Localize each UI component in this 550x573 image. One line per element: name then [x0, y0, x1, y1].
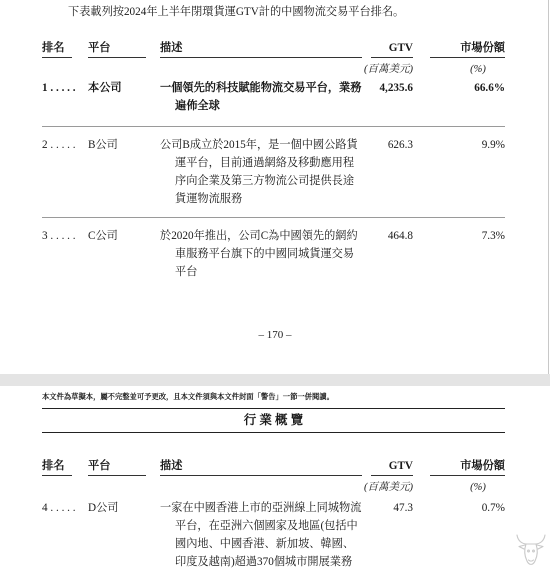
description-line: 印度及越南)超過370個城市開展業務 [175, 556, 353, 568]
row-rank: 1 . . . . . [42, 82, 76, 94]
row-description [160, 227, 358, 281]
section-title-box [42, 408, 505, 433]
row-gtv: 626.3 [387, 139, 413, 151]
header-platform: 平台 [88, 460, 111, 472]
description-line: 一家在中國香港上市的亞洲線上同城物流 [160, 502, 362, 514]
header-gtv: GTV [388, 42, 413, 54]
header-market-share: 市場份額 [460, 42, 505, 54]
row-description [160, 79, 361, 115]
row-rank: 2 . . . . . [42, 139, 76, 151]
header-rank: 排名 [42, 42, 65, 54]
unit-gtv: (百萬美元) [364, 482, 413, 493]
description-line: 序向企業及第三方物流公司提供長途 [175, 175, 355, 187]
table-row [0, 136, 550, 205]
row-description [160, 136, 358, 208]
description-line: 車服務平台旗下的中國同城貨運交易 [175, 248, 355, 260]
description-line: 貨運物流服務 [175, 193, 243, 205]
header-rule-market-share [430, 57, 505, 58]
row-market-share: 66.6% [474, 82, 505, 94]
row-gtv: 464.8 [387, 230, 413, 242]
description-line: 國內地、中國香港、新加坡、韓國、 [175, 538, 355, 550]
description-line: 遍佈全球 [175, 100, 220, 112]
row-market-share: 9.9% [481, 139, 505, 151]
description-line: 運平台，目前通過網絡及移動應用程 [175, 157, 355, 169]
row-description [160, 499, 361, 571]
row-separator [42, 126, 505, 127]
description-line: 於2020年推出，公司C為中國領先的網約 [160, 230, 358, 242]
header-rank: 排名 [42, 460, 65, 472]
table-row [0, 79, 550, 112]
description-line: 一個領先的科技賦能物流交易平台，業務 [160, 82, 362, 94]
row-gtv: 4,235.6 [379, 82, 413, 94]
header-market-share: 市場份額 [460, 460, 505, 472]
description-line: 平台 [175, 266, 198, 278]
header-rule-description [160, 57, 362, 58]
description-line: 公司B成立於2015年，是一個中國公路貨 [160, 139, 358, 151]
section-title: 行 業 概 覽 [243, 413, 304, 427]
header-rule-market-share [430, 475, 505, 476]
draft-notice: 本文件為草擬本，屬不完整並可予更改，且本文件須與本文件封面「警告」一節一併閱讀。 [42, 392, 334, 401]
unit-market-share: (%) [470, 482, 486, 493]
table-row [0, 227, 550, 278]
bull-head-icon [514, 532, 548, 568]
intro-sentence: 下表載列按2024年上半年閉環貨運GTV計的中國物流交易平台排名。 [68, 6, 405, 18]
header-rule-platform [88, 475, 146, 476]
header-rule-rank [42, 57, 72, 58]
page-break-band [0, 374, 550, 386]
table-row [0, 499, 550, 568]
description-line: 平台，在亞洲六個國家及地區(包括中 [175, 520, 358, 532]
row-platform: 本公司 [88, 82, 122, 94]
row-rank: 3 . . . . . [42, 230, 76, 242]
unit-market-share: (%) [470, 64, 486, 75]
header-rule-gtv [371, 475, 413, 476]
row-platform: B公司 [88, 139, 118, 151]
row-platform: D公司 [88, 502, 119, 514]
page-number: – 170 – [258, 329, 292, 341]
page-edge-line [548, 0, 549, 374]
row-market-share: 0.7% [481, 502, 505, 514]
row-market-share: 7.3% [481, 230, 505, 242]
header-rule-gtv [371, 57, 413, 58]
header-rule-rank [42, 475, 72, 476]
row-platform: C公司 [88, 230, 118, 242]
unit-gtv: (百萬美元) [364, 64, 413, 75]
header-description: 描述 [160, 460, 183, 472]
row-rank: 4 . . . . . [42, 502, 76, 514]
row-gtv: 47.3 [393, 502, 413, 514]
header-description: 描述 [160, 42, 183, 54]
header-rule-description [160, 475, 362, 476]
header-platform: 平台 [88, 42, 111, 54]
row-separator [42, 217, 505, 218]
header-gtv: GTV [388, 460, 413, 472]
header-rule-platform [88, 57, 146, 58]
